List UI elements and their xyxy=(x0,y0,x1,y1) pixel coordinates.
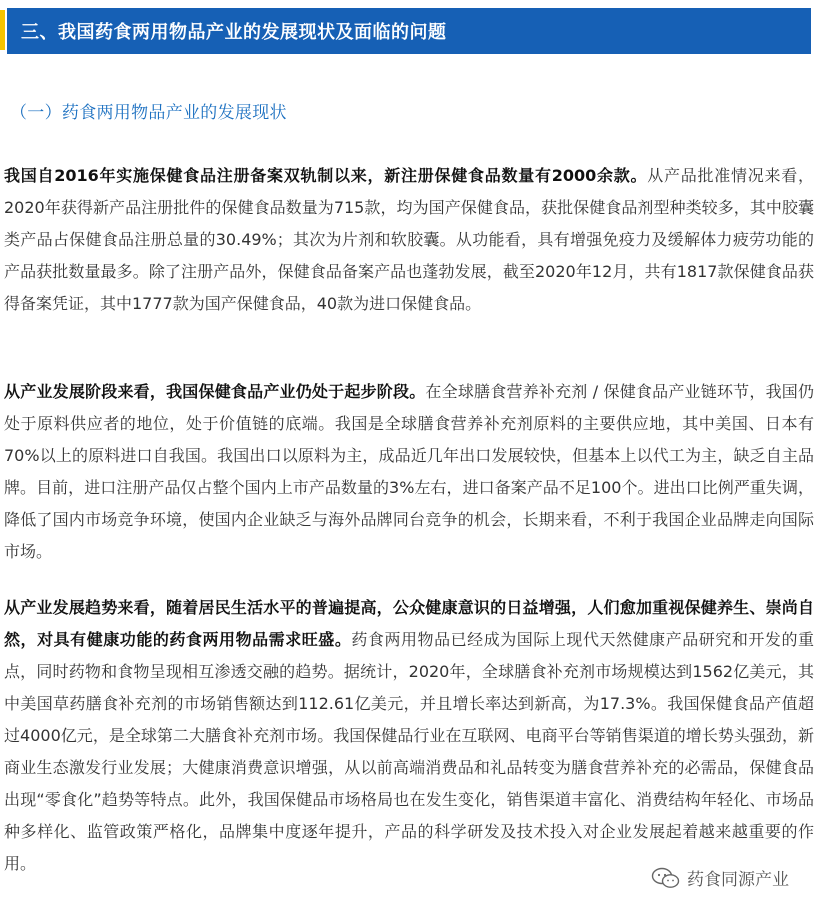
section-header xyxy=(0,4,815,54)
paragraph-body: 药食两用物品已经成为国际上现代天然健康产品研究和开发的重点，同时药物和食物呈现相互渗透交融的趋势。据统计，2020年，全球膳食补充剂市场规模达到1562亿美元，其中美国草药膳食补充剂的市场销售额达到112.61亿美元，并且增长率达到新高，为17.3%。我国保健食品产值超过4000亿元，是全球第二大膳食补充剂市场。我国保健品行业在互联网、电商平台等销售渠道的增长势头强劲，新商业生态激发行业发展；大健康消费意识增强，从以前高端消费品和礼品转变为膳食营养补充的必需品，保健食品出现“零食化”趋势等特点。此外，我国保健品市场格局也在发生变化，销售渠道丰富化、消费结构年轻化、市场品种多样化、监管政策严格化，品牌集中度逐年提升，产品的科学研发及技术投入对企业发展起着越来越重要的作用。 xyxy=(4,630,814,873)
header-accent-bar xyxy=(0,10,5,50)
paragraph-development-trend xyxy=(4,592,814,880)
paragraph-lead: 从产业发展阶段来看，我国保健食品产业仍处于起步阶段。 xyxy=(4,382,426,401)
watermark-text: 药食同源产业 xyxy=(687,870,789,890)
paragraph-registration xyxy=(4,160,814,320)
subsection-heading: （一）药食两用物品产业的发展现状 xyxy=(10,103,287,123)
source-watermark xyxy=(647,863,793,892)
paragraph-lead: 从产业发展趋势来看，随着居民生活水平的普遍提高，公众健康意识的日益增强，人们愈加重视保健养生、崇尚自然，对具有健康功能的药食两用物品需求旺盛。 xyxy=(4,598,814,649)
section-title: 三、我国药食两用物品产业的发展现状及面临的问题 xyxy=(21,22,447,43)
paragraph-development-stage xyxy=(4,376,814,568)
paragraph-body: 在全球膳食营养补充剂 / 保健食品产业链环节，我国仍处于原料供应者的地位，处于价值链的底端。我国是全球膳食营养补充剂原料的主要供应地，其中美国、日本有70%以上的原料进口自我国。我国出口以原料为主，成品近几年出口发展较快，但基本上以代工为主，缺乏自主品牌。目前，进口注册产品仅占整个国内上市产品数量的3%左右，进口备案产品不足100个。进出口比例严重失调，降低了国内市场竞争环境，使国内企业缺乏与海外品牌同台竞争的机会，长期来看，不利于我国企业品牌走向国际市场。 xyxy=(4,382,814,561)
paragraph-body: 从产品批准情况来看，2020年获得新产品注册批件的保健食品数量为715款，均为国产保健食品，获批保健食品剂型种类较多，其中胶囊类产品占保健食品注册总量的30.49%；其次为片剂和软胶囊。从功能看，具有增强免疫力及缓解体力疲劳功能的产品获批数量最多。除了注册产品外，保健食品备案产品也蓬勃发展，截至2020年12月，共有1817款保健食品获得备案凭证，其中1777款为国产保健食品，40款为进口保健食品。 xyxy=(4,166,814,313)
header-block xyxy=(7,8,811,54)
paragraph-lead: 我国自2016年实施保健食品注册备案双轨制以来，新注册保健食品数量有2000余款。 xyxy=(4,166,648,185)
wechat-icon xyxy=(651,867,681,889)
